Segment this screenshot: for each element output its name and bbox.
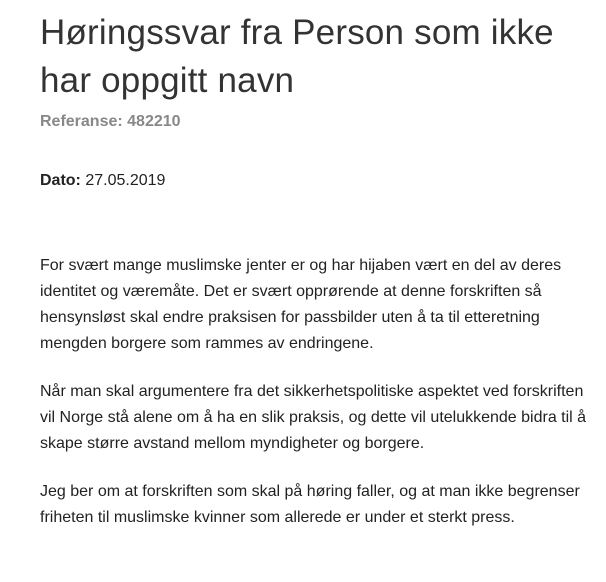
response-body — [40, 253, 596, 531]
reference-line — [40, 112, 596, 132]
document-page — [40, 0, 596, 553]
body-paragraph-3: Jeg ber om at forskriften som skal på høring faller, og at man ikke begrenser friheten til muslimske kvinner som allerede er under et sterkt press. — [40, 483, 580, 526]
date-value: 27.05.2019 — [85, 172, 166, 189]
reference-value: 482210 — [127, 113, 181, 130]
date-label: Dato: — [40, 172, 81, 189]
reference-label: Referanse: — [40, 113, 123, 130]
body-paragraph-1: For svært mange muslimske jenter er og har hijaben vært en del av deres identitet og væremåte. Det er svært opprørende at denne forskriften så hensynsløst skal endre praksisen for passbilder uten å ta til etteretning mengden borgere som rammes av endringene. — [40, 257, 562, 352]
page-title: Høringssvar fra Person som ikke har oppgitt navn — [40, 13, 554, 100]
date-line — [40, 171, 596, 191]
body-paragraph-2: Når man skal argumentere fra det sikkerhetspolitiske aspektet ved forskriften vil Norge stå alene om å ha en slik praksis, og dette vil utelukkende bidra til å skape større avstand mellom myndigheter og borgere. — [40, 383, 587, 452]
